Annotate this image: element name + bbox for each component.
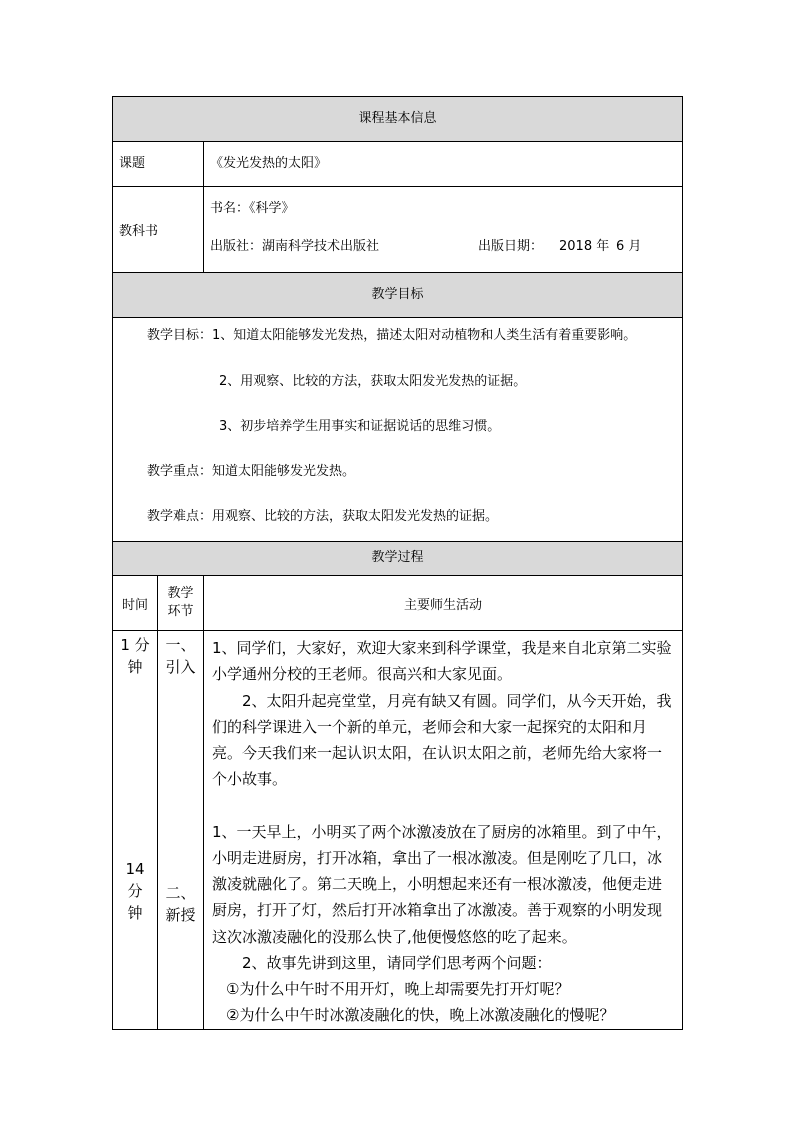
book-name: 书名：《科学》 bbox=[210, 201, 295, 216]
section-process: 教学过程 bbox=[113, 542, 683, 576]
key-point: 教学重点：知道太阳能够发光发热。 bbox=[147, 463, 356, 479]
lesson-plan-table bbox=[112, 96, 683, 1030]
process-header-row bbox=[113, 542, 683, 576]
objective-2: 2、用观察、比较的方法，获取太阳发光发热的证据。 bbox=[219, 373, 527, 389]
textbook-row bbox=[113, 187, 683, 273]
stage-column bbox=[158, 631, 204, 1030]
time-column bbox=[113, 631, 158, 1030]
objectives-header-row bbox=[113, 273, 683, 318]
intro-stage: 一、 引入 bbox=[165, 636, 196, 676]
process-columns-row bbox=[113, 576, 683, 631]
intro-time: 1 分 钟 bbox=[120, 636, 150, 676]
publisher-line bbox=[210, 235, 682, 253]
objectives-content bbox=[113, 318, 683, 542]
section-objectives: 教学目标 bbox=[113, 273, 683, 318]
col-stage-header: 教学 环节 bbox=[158, 576, 204, 631]
pub-date-label: 出版日期： bbox=[478, 239, 544, 254]
publisher: 出版社：湖南科学技术出版社 bbox=[210, 239, 380, 254]
pub-month: 6 月 bbox=[616, 239, 642, 254]
question-2: ②为什么中午时冰激凌融化的快，晚上冰激凌融化的慢呢？ bbox=[226, 1006, 615, 1025]
textbook-label: 教科书 bbox=[113, 187, 204, 273]
question-1: ①为什么中午时不用开灯，晚上却需要先打开灯呢？ bbox=[226, 980, 570, 998]
process-content-row bbox=[113, 631, 683, 1030]
col-time-header: 时间 bbox=[113, 576, 158, 631]
objective-1: 教学目标：1、知道太阳能够发光发热，描述太阳对动植物和人类生活有着重要影响。 bbox=[147, 328, 637, 343]
new-paragraph-1: 1、一天早上，小明买了两个冰激凌放在了厨房的冰箱里。到了中午，小明走进厨房，打开冰箱，拿出了一根冰激凌。但是刚吃了几口，冰激凌就融化了。第二天晚上，小明想起来还有一根冰激凌，他便走进厨房，打开了灯，然后打开冰箱拿出了冰激凌。善于观察的小明发现这次冰激凌融化的没那么快了,他便慢悠悠的吃了起来。 bbox=[212, 822, 672, 946]
intro-paragraph-2: 2、太阳升起亮堂堂，月亮有缺又有圆。同学们，从今天开始，我们的科学课进入一个新的单元，老师会和大家一起探究的太阳和月亮。今天我们来一起认识太阳，在认识太阳之前，老师先给大家将一个小故事。 bbox=[212, 691, 672, 789]
new-stage: 二、 新授 bbox=[165, 884, 196, 924]
topic-row bbox=[113, 142, 683, 187]
section-header-row bbox=[113, 97, 683, 142]
intro-paragraph-1: 1、同学们，大家好，欢迎大家来到科学课堂，我是来自北京第二实验小学通州分校的王老师。很高兴和大家见面。 bbox=[212, 639, 672, 684]
pub-year: 2018 年 bbox=[559, 239, 610, 254]
topic-label: 课题 bbox=[113, 142, 204, 187]
new-paragraph-2: 2、故事先讲到这里，请同学们思考两个问题： bbox=[242, 953, 552, 972]
col-activity-header: 主要师生活动 bbox=[204, 576, 683, 631]
topic-value: 《发光发热的太阳》 bbox=[204, 142, 683, 187]
section-basic-info: 课程基本信息 bbox=[113, 97, 683, 142]
objective-3: 3、初步培养学生用事实和证据说话的思维习惯。 bbox=[219, 418, 501, 434]
new-time: 14 分 钟 bbox=[125, 860, 145, 922]
difficult-point: 教学难点：用观察、比较的方法，获取太阳发光发热的证据。 bbox=[147, 508, 499, 524]
objectives-row bbox=[113, 318, 683, 542]
textbook-info bbox=[204, 187, 683, 273]
activity-column bbox=[204, 631, 683, 1030]
